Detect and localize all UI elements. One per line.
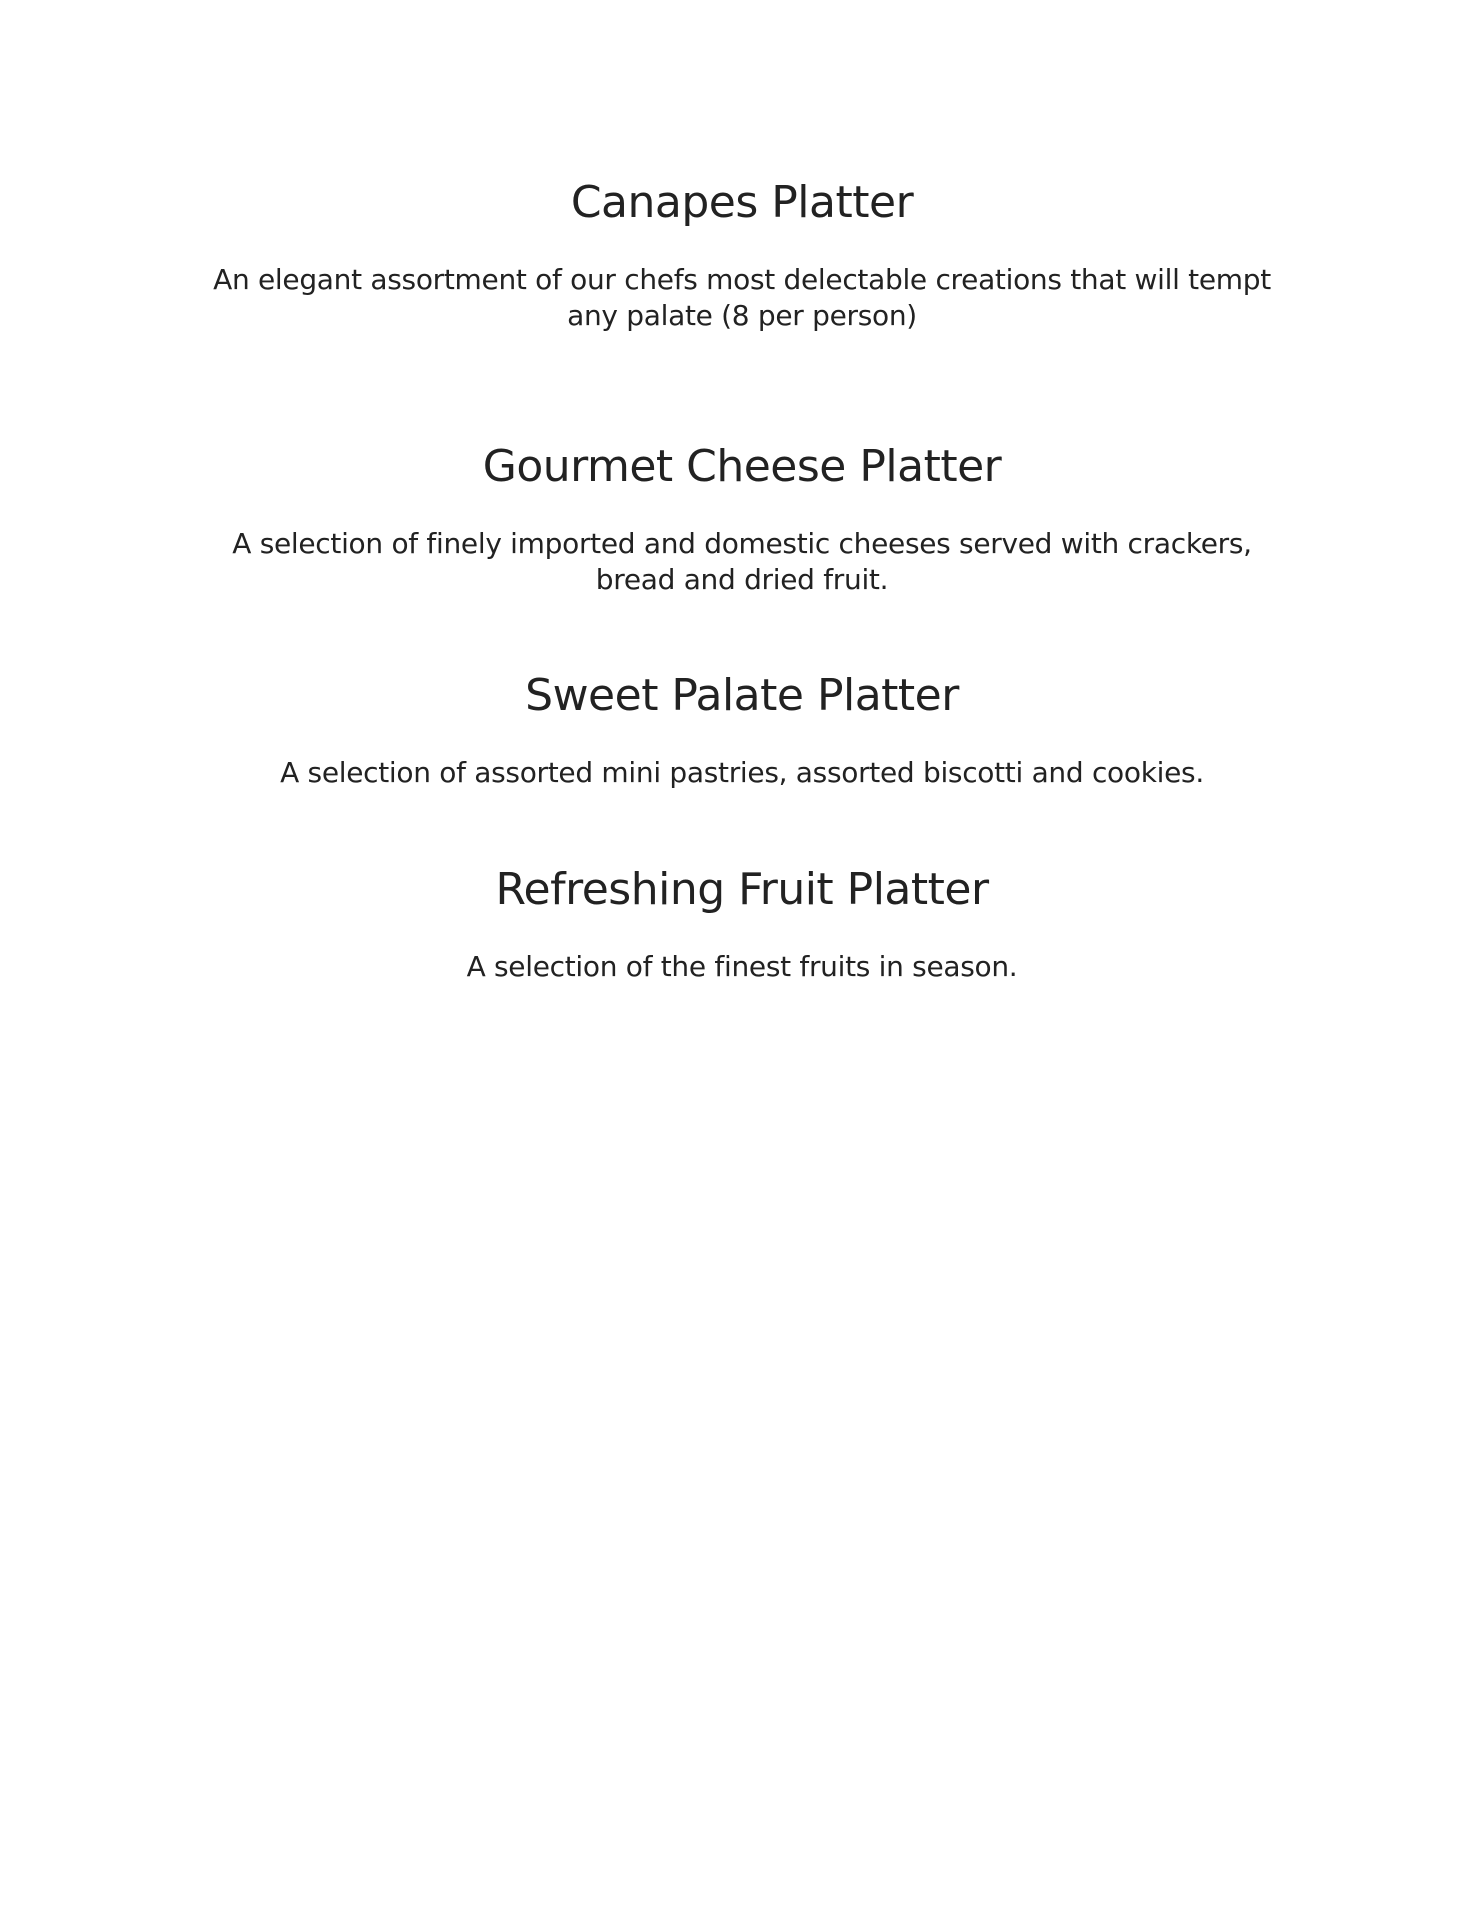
menu-item-description: A selection of assorted mini pastries, assorted biscotti and cookies. [280,756,1204,789]
menu-item-title: Refreshing Fruit Platter [495,864,989,915]
menu-item-description: A selection of the finest fruits in season. [466,950,1018,983]
menu-item-description: A selection of finely imported and domestic cheeses served with crackers, bread and dried fruit. [232,527,1252,596]
menu-item-title: Sweet Palate Platter [525,670,959,721]
menu-item-description: An elegant assortment of our chefs most delectable creations that will tempt any palate (8 per person) [213,263,1271,332]
menu-item-title: Gourmet Cheese Platter [482,441,1002,492]
menu-item-title: Canapes Platter [570,177,914,228]
